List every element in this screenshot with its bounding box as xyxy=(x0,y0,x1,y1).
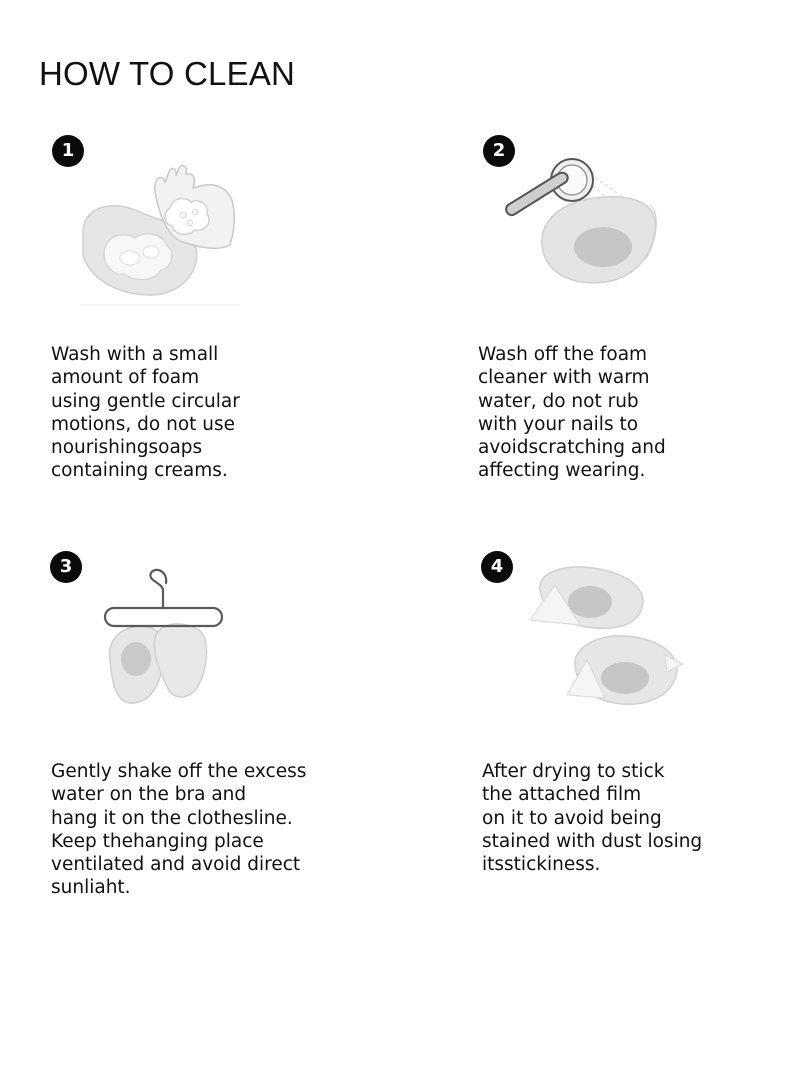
step-description: Gently shake off the excess water on the bra and hang it on the clothesline. Keep thehanging place ventilated and avoid direct sunliaht. xyxy=(51,761,307,899)
foam-washing-icon xyxy=(75,160,250,310)
hanger-drying-icon xyxy=(100,565,230,710)
step-number-badge: 3 xyxy=(50,551,82,583)
attach-film-icon xyxy=(525,560,690,715)
page-title: HOW TO CLEAN xyxy=(39,55,296,92)
shower-rinse-icon xyxy=(500,150,670,290)
step-description: Wash off the foam cleaner with warm water, do not rub with your nails to avoidscratching and affecting wearing. xyxy=(478,344,666,482)
step-number-badge: 2 xyxy=(483,135,515,167)
step-number-badge: 4 xyxy=(481,551,513,583)
step-number-badge: 1 xyxy=(52,135,84,167)
step-description: Wash with a small amount of foam using gentle circular motions, do not use nourishingsoaps containing creams. xyxy=(51,344,240,482)
step-description: After drying to stick the attached film on it to avoid being stained with dust losing itsstickiness. xyxy=(482,761,703,876)
